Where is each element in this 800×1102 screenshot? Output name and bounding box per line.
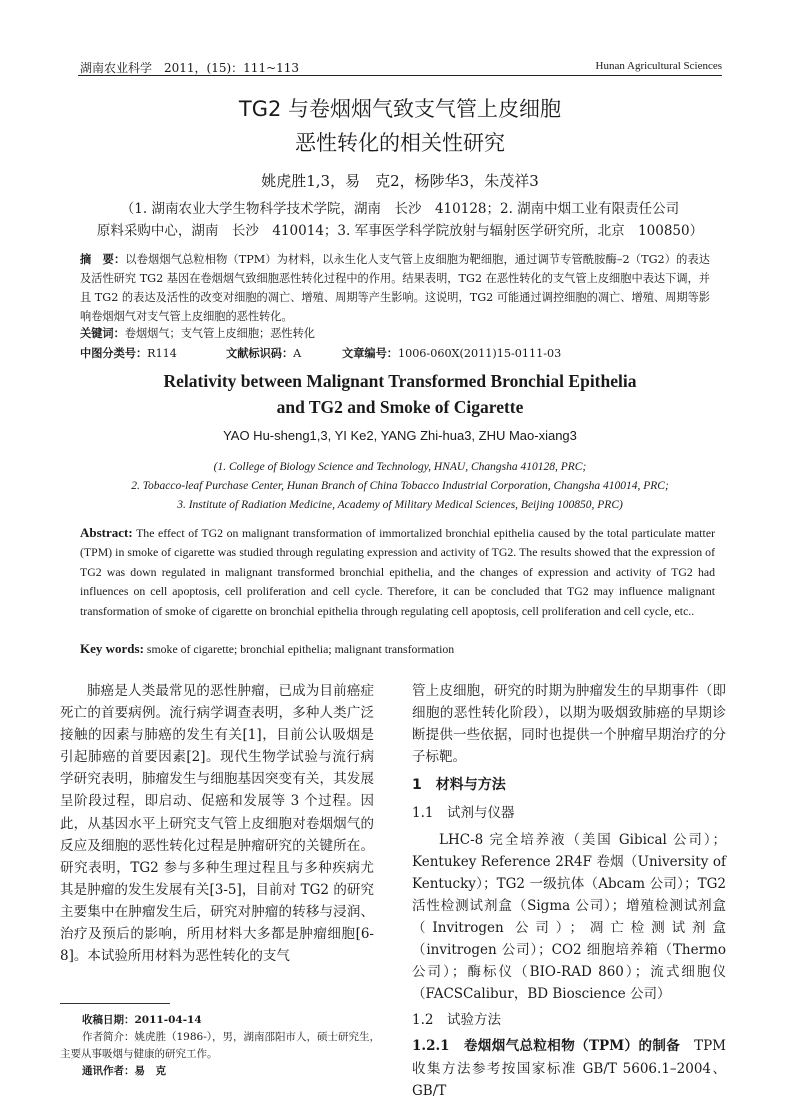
intro-paragraph-cont: 管上皮细胞，研究的时期为肿瘤发生的早期事件（即细胞的恶性转化阶段），以期为吸烟致肺癌的早期诊断提供一些依据，同时也提供一个肿瘤早期治疗的分子标靶。: [412, 683, 726, 766]
doc-code: [226, 345, 301, 361]
authors-en: YAO Hu-sheng1,3, YI Ke2, YANG Zhi-hua3, ZHU Mao-xiang3: [223, 428, 577, 443]
author-bio-1: 作者简介：姚虎胜（1986-），男，湖南邵阳市人，硕士研究生，: [82, 1031, 381, 1043]
title-en: [60, 368, 740, 420]
body-column-left: [60, 680, 374, 967]
abstract-en: [80, 523, 715, 621]
footnote-rule: [60, 1003, 170, 1004]
keywords-en: [80, 641, 454, 657]
doc-label: 文献标识码：: [226, 346, 294, 360]
author-bio-2: 主要从事吸烟与健康的研究工作。: [60, 1048, 218, 1060]
footnotes: [60, 1012, 380, 1080]
title-zh-line1: TG2 与卷烟烟气致支气管上皮细胞: [238, 97, 562, 121]
journal-header-en: Hunan Agricultural Sciences: [595, 60, 722, 72]
title-en-line2: and TG2 and Smoke of Cigarette: [276, 397, 524, 417]
clc-label: 中图分类号：: [80, 346, 148, 360]
section-heading-1: 1 材料与方法: [412, 777, 506, 794]
affiliation-en-line3: 3. Institute of Radiation Medicine, Academy of Military Medical Sciences, Beijing 100850, PRC): [177, 499, 623, 511]
abstract-en-label: Abstract:: [80, 525, 133, 540]
corresponding-author: 通讯作者：易 克: [82, 1065, 166, 1077]
subsection-heading-1-2: 1.2 试验方法: [412, 1012, 501, 1029]
doc-value: A: [293, 347, 302, 360]
affiliation-en-line2: 2. Tobacco-leaf Purchase Center, Hunan Branch of China Tobacco Industrial Corporation, Changsha 410014, PRC;: [131, 480, 669, 492]
affiliation-zh: [80, 198, 720, 242]
affiliation-en-line1: (1. College of Biology Science and Technology, HNAU, Changsha 410128, PRC;: [213, 461, 587, 473]
methods-text: TPM 收集方法参考按国家标准 GB/T 5606.1–2004、GB/T: [412, 1038, 726, 1099]
authors-zh: 姚虎胜1,3，易 克2，杨陟华3，朱茂祥3: [261, 172, 539, 190]
reagents-paragraph: LHC-8 完全培养液（美国 Gibical 公司）；Kentukey Reference 2R4F 卷烟（University of Kentucky）；TG2 一级抗体（Abcam 公司）；TG2 活性检测试剂盒（Sigma 公司）；增殖检测试剂盒（Invitrogen 公司）；凋亡检测试剂盒（invitrogen 公司）；CO2 细胞培养箱（Thermo 公司）；酶标仪（BIO-RAD 860）；流式细胞仪（FACSCalibur，BD Bioscience 公司）: [412, 831, 726, 1003]
affiliation-en: [60, 458, 740, 515]
article-label: 文章编号：: [342, 346, 398, 360]
body-column-right: [412, 680, 726, 1102]
article-number: [342, 345, 561, 361]
subsection-heading-1-1: 1.1 试剂与仪器: [412, 805, 515, 822]
affiliation-zh-line2: 原料采购中心，湖南 长沙 410014；3. 军事医学科学院放射与辐射医学研究所，北京 100850）: [96, 223, 704, 239]
article-value: 1006-060X(2011)15-0111-03: [397, 347, 562, 360]
intro-paragraph: 肺癌是人类最常见的恶性肿瘤，已成为目前癌症死亡的首要病例。流行病学调查表明，多种人类广泛接触的因素与肺癌的发生有关[1]，目前公认吸烟是引起肺癌的首要因素[2]。现代生物学试验与流行病学研究表明，肺瘤发生与细胞基因突变有关，其发展呈阶段过程，即启动、促癌和发展等 3 个过程。因此，从基因水平上研究支气管上皮细胞对卷烟烟气的反应及细胞的恶性转化过程是肿瘤研究的关键所在。研究表明，TG2 参与多种生理过程且与多种疾病尤其是肿瘤的发生发展有关[3-5]，目前对 TG2 的研究主要集中在肿瘤发生后，研究对肿瘤的转移与浸润、治疗及预后的影响，所用材料大多都是肿瘤细胞[6-8]。本试验所用材料为恶性转化的支气: [60, 683, 374, 965]
title-zh-line2: 恶性转化的相关性研究: [295, 131, 505, 155]
abstract-zh: [80, 250, 710, 326]
keywords-zh: [80, 325, 315, 341]
subsection-heading-1-2-1: 1.2.1 卷烟烟气总粒相物（TPM）的制备: [412, 1038, 681, 1055]
title-zh: [60, 92, 740, 160]
received-date: 收稿日期：2011-04-14: [82, 1014, 202, 1026]
journal-header: 湖南农业科学 2011，(15)：111~113: [80, 61, 300, 75]
methods-paragraph: [412, 1035, 726, 1101]
keywords-zh-label: 关键词：: [80, 326, 125, 340]
title-en-line1: Relativity between Malignant Transformed Bronchial Epithelia: [163, 371, 637, 391]
keywords-zh-text: 卷烟烟气；支气管上皮细胞；恶性转化: [124, 327, 315, 340]
clc-value: R114: [147, 347, 177, 360]
clc-number: [80, 345, 177, 361]
keywords-en-text: smoke of cigarette; bronchial epithelia; malignant transformation: [146, 642, 455, 656]
abstract-zh-text: 以卷烟烟气总粒相物（TPM）为材料，以永生化人支气管上皮细胞为靶细胞，通过调节专管酰胺酶–2（TG2）的表达及活性研究 TG2 基因在卷烟烟气致细胞恶性转化过程中的作用。结果表明，TG2 在恶性转化的支气管上皮细胞中表达下调，并且 TG2 的表达及活性的改变对细胞的凋亡、增殖、周期等产生影响。这说明，TG2 可能通过调控细胞的凋亡、增殖、周期等影响卷烟烟气对支气管上皮细胞的恶性转化。: [80, 253, 710, 323]
abstract-zh-label: 摘 要：: [80, 252, 126, 266]
keywords-en-label: Key words:: [80, 641, 144, 656]
abstract-en-text: The effect of TG2 on malignant transformation of immortalized bronchial epithelia caused by the total particulate matter (TPM) in smoke of cigarette was studied through regulating expression and activity of TG2. The results showed that the expression of TG2 was down regulated in malignant transformed bronchial epithelia, and the changes of expression and activity of TG2 had influences on cell apoptosis, cell proliferation and cell cycle. Therefore, it can be concluded that TG2 may influence malignant transformation of smoke of cigarette on bronchial epithelia through regulating cell apoptosis, cell proliferation and cell cycle, etc..: [80, 526, 715, 618]
affiliation-zh-line1: （1. 湖南农业大学生物科学技术学院，湖南 长沙 410128；2. 湖南中烟工业有限责任公司: [120, 201, 680, 217]
header-rule: [78, 75, 722, 76]
